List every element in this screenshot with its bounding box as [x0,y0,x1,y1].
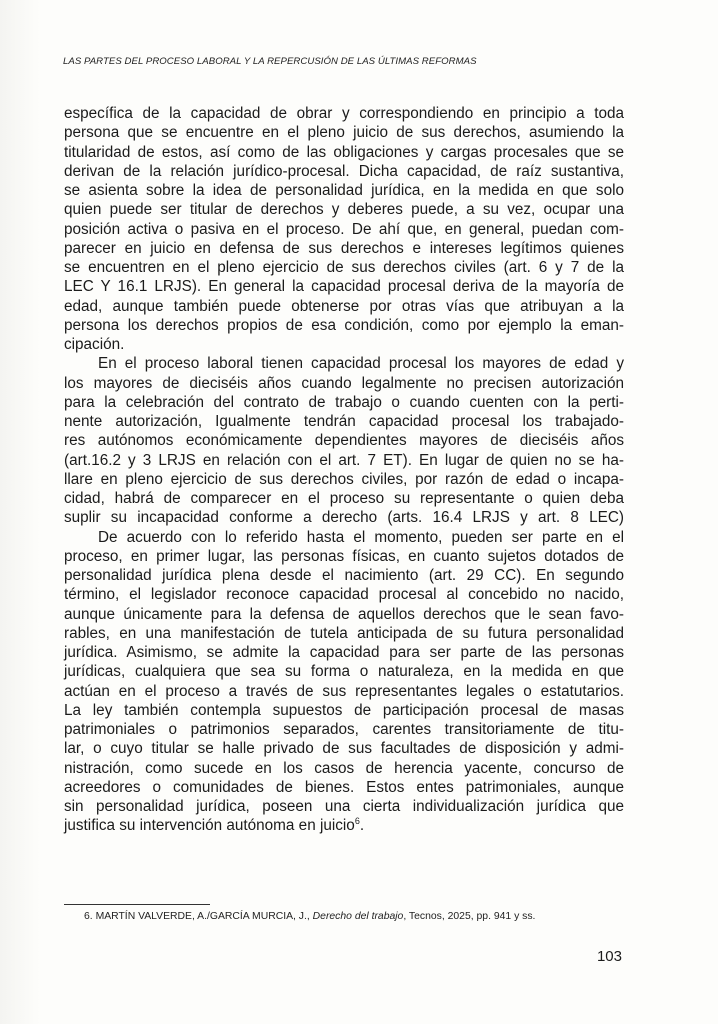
text-line: jurídicas, cualquiera que sea su forma o naturaleza, en la medida en que [64,663,624,681]
text-line: término, el legislador reconoce capacidad procesal al concebido no nacido, [64,586,624,604]
text-line: persona los derechos propios de esa condición, como por ejemplo la eman- [64,316,624,334]
page-number: 103 [596,948,622,965]
text-line: De acuerdo con lo referido hasta el momento, pueden ser parte en el [98,528,624,546]
text-line-final [64,816,624,835]
text-line: acreedores o comunidades de bienes. Estos entes patrimoniales, aunque [64,778,624,796]
text-line: posición activa o pasiva en el proceso. De ahí que, en general, puedan com- [64,220,624,238]
text-line-content: justifica su intervención autónoma en juicio [64,817,355,835]
footnote-authors: MARTÍN VALVERDE, A./GARCÍA MURCIA, J., [95,911,310,922]
text-line: cidad, habrá de comparecer en el proceso su representante o quien deba [64,490,624,507]
text-line: llare en pleno ejercicio de sus derechos civiles, por razón de edad o incapa- [64,470,624,488]
text-line: La ley también contempla supuestos de participación procesal de masas [64,701,624,719]
text-line: edad, aunque también puede obtenerse por otras vías que atribuyan a la [64,297,624,315]
text-line: res autónomos económicamente dependientes mayores de dieciséis años [64,432,624,450]
footnote-separator [64,904,210,905]
text-line: lar, o cuyo titular se halle privado de sus facultades de disposición y admi- [64,740,624,758]
text-line: patrimoniales o patrimonios separados, carentes transitoriamente de titu- [64,721,624,738]
paragraph-2 [64,354,624,527]
text-line: específica de la capacidad de obrar y correspondiendo en principio a toda [64,105,624,122]
text-line: parecer en juicio en defensa de sus derechos e intereses legítimos quienes [64,239,624,257]
footnote-number: 6. [84,911,93,922]
text-line: derivan de la relación jurídico-procesal. Dicha capacidad, de raíz sustantiva, [64,162,624,180]
text-line: quien puede ser titular de derechos y deberes puede, a su vez, ocupar una [64,201,624,219]
footnote [84,911,535,922]
footnote-title: Derecho del trabajo [312,911,404,922]
text-line: rables, en una manifestación de tutela anticipada de su futura personalidad [64,624,624,642]
paragraph-1 [64,104,624,354]
text-line: nistración, como sucede en los casos de herencia yacente, concurso de [64,759,624,777]
paragraph-3 [64,528,624,836]
footnote-reference[interactable]: 6 [354,816,360,827]
text-line: (art.16.2 y 3 LRJS en relación con el art. 7 ET). En lugar de quien no se ha- [64,451,624,469]
text-line: suplir su incapacidad conforme a derecho (arts. 16.4 LRJS y art. 8 LEC) [64,509,624,527]
text-line: actúan en el proceso a través de sus representantes legales o estatutarios. [64,682,624,700]
body-text [64,104,624,836]
text-line: En el proceso laboral tienen capacidad procesal los mayores de edad y [98,355,624,373]
text-line: nente autorización, Igualmente tendrán capacidad procesal los trabajado- [64,413,624,430]
text-line: personalidad jurídica plena desde el nacimiento (art. 29 CC). En segundo [64,567,624,584]
text-line: LEC Y 16.1 LRJS). En general la capacidad procesal deriva de la mayoría de [64,278,624,296]
text-line: proceso, en primer lugar, las personas físicas, en cuanto sujetos dotados de [64,547,624,565]
text-line: persona que se encuentre en el pleno juicio de sus derechos, asumiendo la [64,124,624,142]
text-line: para la celebración del contrato de trabajo o cuando cuenten con la perti- [64,393,624,411]
text-line: cipación. [64,336,125,353]
text-line: titularidad de estos, así como de las obligaciones y cargas procesales que se [64,143,624,161]
footnote-details: , Tecnos, 2025, pp. 941 y ss. [403,911,536,922]
text-line: sin personalidad jurídica, poseen una cierta individualización jurídica que [64,798,624,815]
text-line: aunque únicamente para la defensa de aquellos derechos que le sean favo- [64,605,624,623]
end-punctuation: . [359,817,365,835]
running-head: LAS PARTES DEL PROCESO LABORAL Y LA REPERCUSIÓN DE LAS ÚLTIMAS REFORMAS [63,56,477,67]
text-line: jurídica. Asimismo, se admite la capacidad para ser parte de las personas [64,644,624,661]
text-line: los mayores de dieciséis años cuando legalmente no precisen autorización [64,374,624,392]
text-line: se encuentren en el pleno ejercicio de sus derechos civiles (art. 6 y 7 de la [64,259,624,276]
text-line: se asienta sobre la idea de personalidad jurídica, en la medida en que solo [64,182,624,199]
